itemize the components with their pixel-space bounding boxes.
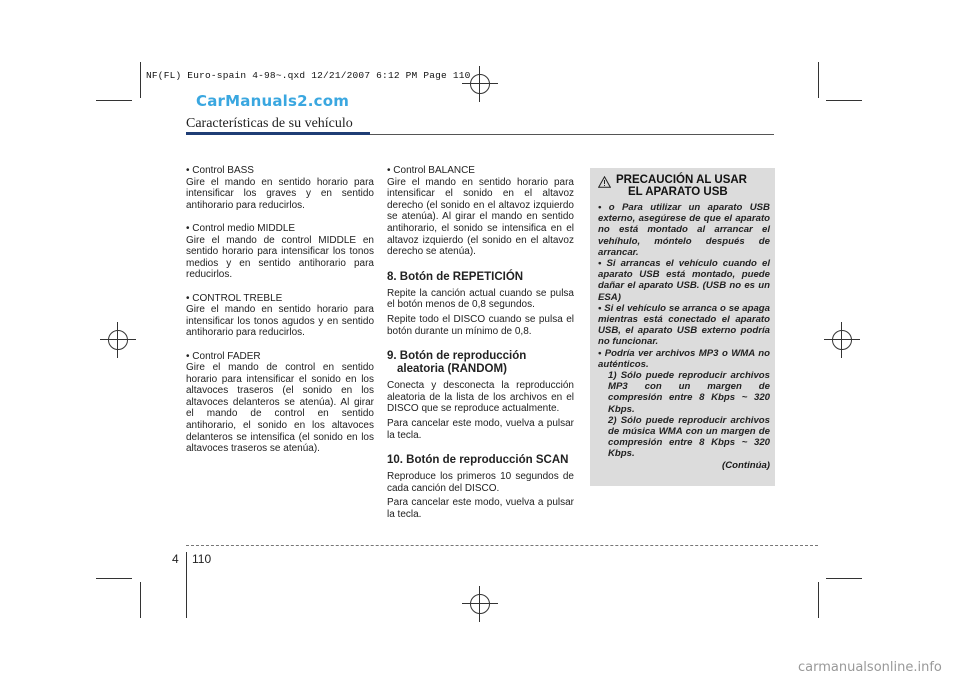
control-bass-text: Gire el mando en sentido horario para intensificar los graves y en sentido antihorario para reducirlos. <box>186 176 374 211</box>
caution-list <box>598 202 770 471</box>
caution-item: • o Para utilizar un aparato USB externo, asegúrese de que el aparato no está montado al arrancar el vehíhulo, móntelo después de arrancar. <box>598 202 770 258</box>
watermark-logo: CarManuals2.com <box>196 92 350 110</box>
registration-mark-right <box>824 322 860 358</box>
crop-mark <box>140 582 141 618</box>
caution-title-line2: EL APARATO USB <box>628 186 728 198</box>
caution-sub-item: 2) Sólo puede reproducir archivos de música WMA con un margen de compresión entre 8 Kbps ~ 320 Kbps. <box>608 414 770 460</box>
crop-mark <box>186 552 187 618</box>
heading-random-line1: 9. Botón de reproducción <box>387 350 527 363</box>
middle-column <box>387 165 574 520</box>
caution-item: • Si arrancas el vehículo cuando el aparato USB está montado, puede dañar el aparato USB. (USB no es un ESA) <box>598 258 770 303</box>
caution-box <box>590 168 775 486</box>
footer-watermark: carmanualsonline.info <box>798 660 942 675</box>
scan-text-1: Reproduce los primeros 10 segundos de cada canción del DISCO. <box>387 471 574 494</box>
caution-item: • Si el vehículo se arranca o se apaga mientras está conectado el aparato USB, el aparato USB externo podría no funcionar. <box>598 302 770 348</box>
continued-label: (Continúa) <box>722 459 770 471</box>
control-fader-text: Gire el mando de control en sentido horario para intensificar el sonido en los altavoces traseros (el sonido en los altavoces delanteros se atenúa). Al girar el mando de control en sentido antihorario, el sonido en los altavoces delanteros se intensifica (el sonido en los altavoces traseros se atenúa). <box>186 362 374 455</box>
crop-mark <box>96 100 132 101</box>
repeat-text-2: Repite todo el DISCO cuando se pulsa el botón durante un mínimo de 0,8. <box>387 313 574 337</box>
control-balance-text: Gire el mando en sentido horario para intensificar el sonido en el altavoz derecho (el sonido en el altavoz izquierdo se atenúa). Al girar el mando en sentido antihorario, el sonido se intensifica en el altavoz izquierdo (el sonido en el altavoz derecho se atenúa). <box>387 176 574 258</box>
random-text-2: Para cancelar este modo, vuelva a pulsar la tecla. <box>387 417 574 441</box>
control-treble-text: Gire el mando en sentido horario para intensificar los tonos agudos y en sentido antihorario para reducirlos. <box>186 304 374 339</box>
caution-sub-item: 1) Sólo puede reproducir archivos MP3 con un margen de compresión entre 8 Kbps ~ 320 Kbps. <box>608 370 770 415</box>
heading-scan: 10. Botón de reproducción SCAN <box>387 454 569 467</box>
section-title: Características de su vehículo <box>186 116 353 131</box>
scan-text-2: Para cancelar este modo, vuelva a pulsar la tecla. <box>387 497 574 520</box>
chapter-number: 4 <box>172 552 179 566</box>
control-fader-label: • Control FADER <box>186 350 261 362</box>
crop-mark <box>818 62 819 98</box>
print-slug: NF(FL) Euro-spain 4-98~.qxd 12/21/2007 6:12 PM Page 110 <box>146 70 471 81</box>
registration-mark-left <box>100 322 136 358</box>
crop-mark <box>826 578 862 579</box>
crop-mark <box>140 62 141 98</box>
crop-mark <box>826 100 862 101</box>
control-bass-label: • Control BASS <box>186 165 254 176</box>
caution-item: • Podría ver archivos MP3 o WMA no auténticos. <box>598 347 770 370</box>
caution-title-line1: PRECAUCIÓN AL USAR <box>616 174 747 186</box>
header-rule-accent <box>186 132 370 135</box>
warning-icon <box>598 176 611 188</box>
control-treble-label: • CONTROL TREBLE <box>186 292 283 304</box>
left-column <box>186 165 374 455</box>
heading-random-line2: aleatoria (RANDOM) <box>397 363 507 376</box>
control-middle-text: Gire el mando de control MIDDLE en sentido horario para intensificar los tonos medios y en sentido antihorario para reducirlos. <box>186 234 374 281</box>
control-middle-label: • Control medio MIDDLE <box>186 222 296 234</box>
registration-mark-bottom <box>462 586 498 622</box>
crop-mark <box>96 578 132 579</box>
header-rule <box>370 134 774 135</box>
heading-repeat: 8. Botón de REPETICIÓN <box>387 270 524 283</box>
crop-mark <box>818 582 819 618</box>
control-balance-label: • Control BALANCE <box>387 165 475 176</box>
page-number: 110 <box>192 552 212 566</box>
random-text-1: Conecta y desconecta la reproducción aleatoria de la lista de los archivos en el DISCO que se reproduce actualmente. <box>387 380 574 415</box>
repeat-text-1: Repite la canción actual cuando se pulsa el botón menos de 0,8 segundos. <box>387 287 574 311</box>
footer-rule <box>186 545 818 546</box>
